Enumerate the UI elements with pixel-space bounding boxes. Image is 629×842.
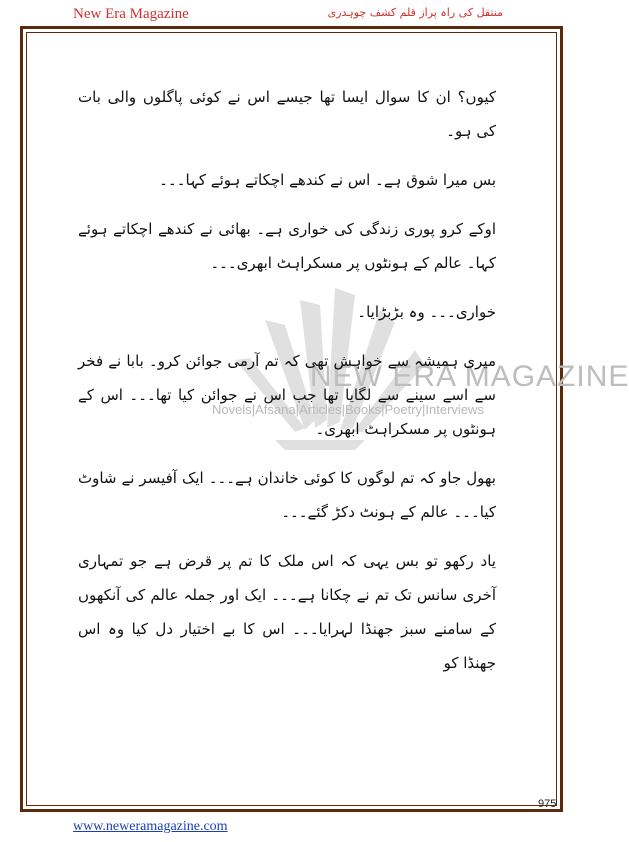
page-number: 975: [538, 798, 557, 810]
watermark-subtitle: Novels|Afsana|Articles|Books|Poetry|Interviews: [212, 402, 484, 417]
paragraph: اوکے کرو پوری زندگی کی خواری ہے۔ بھائی نے کندھے اچکاتے ہوئے کہا۔ عالم کے ہونٹوں پر مسکراہٹ ابھری۔۔۔: [78, 220, 496, 272]
paragraph: میری ہمیشہ سے خواہش تھی کہ تم آرمی جوائن کرو۔ بابا نے فخر سے اسے سینے سے لگایا تھا جب اس نے جوائن کیا تھا۔۔۔ اس کے ہونٹوں پر مسکراہٹ ابھری۔: [78, 352, 496, 438]
magazine-name-header: New Era Magazine: [73, 6, 189, 22]
novel-credit-header: منتقل کی راہ پراز قلم کشف چوہدری: [327, 6, 503, 19]
paragraph: کیوں؟ ان کا سوال ایسا تھا جیسے اس نے کوئی پاگلوں والی بات کی ہو۔: [78, 88, 496, 140]
website-link[interactable]: www.neweramagazine.com: [73, 819, 228, 834]
paragraph: خواری۔۔۔ وہ بڑبڑایا۔: [357, 303, 496, 321]
story-text: [78, 80, 496, 695]
watermark-title: NEW ERA MAGAZINE: [310, 360, 629, 393]
paragraph: بس میرا شوق ہے۔ اس نے کندھے اچکاتے ہوئے کہا۔۔۔: [159, 171, 496, 189]
paragraph: بھول جاو کہ تم لوگوں کا کوئی خاندان ہے۔۔۔ ایک آفیسر نے شاوٹ کیا۔۔۔ عالم کے ہونٹ دکڑ گئے۔۔۔: [78, 469, 496, 521]
paragraph: یاد رکھو تو بس یہی کہ اس ملک کا تم پر قرض ہے جو تمہاری آخری سانس تک تم نے چکانا ہے۔۔۔ ایک اور جملہ عالم کی آنکھوں کے سامنے سبز جھنڈا لہرایا۔۔۔ اس کا بے اختیار دل کیا وہ اس جھنڈا کو: [78, 552, 496, 672]
